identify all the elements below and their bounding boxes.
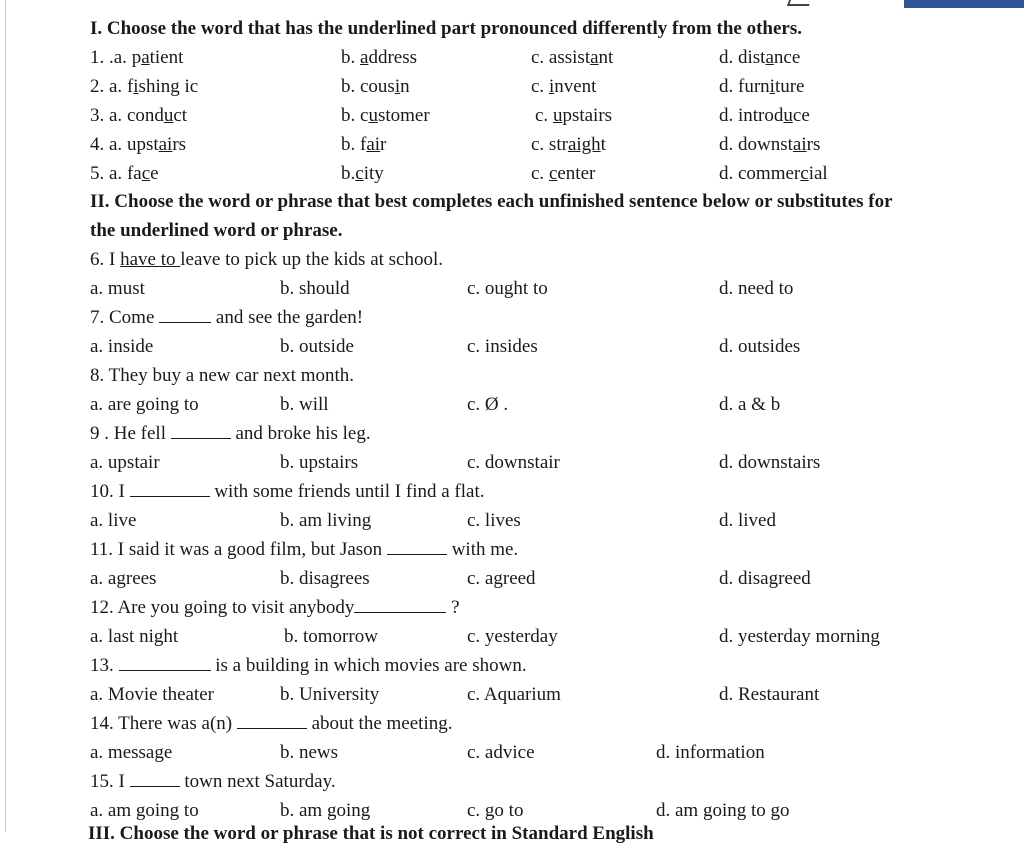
option-c: c. ought to (467, 278, 548, 299)
answer-blank (387, 538, 447, 555)
section-3-heading-cut (88, 822, 948, 844)
section-2-heading-line1: II. Choose the word or phrase that best completes each unfinished sentence below or substitutes for (90, 191, 893, 212)
option-a: a. must (90, 278, 145, 299)
option-c: c. Aquarium (467, 684, 561, 705)
option-d: d. disagreed (719, 568, 811, 589)
option-b: b. am going (280, 800, 371, 821)
answer-blank (171, 422, 231, 439)
option-b: b. cousin (341, 76, 410, 97)
option-b: b. University (280, 684, 380, 705)
option-a: 1. .a. patient (90, 47, 184, 68)
option-d: d. lived (719, 510, 776, 531)
answer-blank (159, 306, 211, 323)
option-d: d. need to (719, 278, 794, 299)
option-b: b. upstairs (280, 452, 359, 473)
option-c: c. Ø . (467, 394, 509, 415)
option-b: b. tomorrow (284, 626, 378, 647)
question-stem: 7. Come and see the garden! (90, 307, 364, 328)
option-a: 2. a. fishing ic (90, 76, 199, 97)
question-stem: 9 . He fell and broke his leg. (90, 423, 371, 444)
option-a: a. message (90, 742, 173, 763)
section-1-heading: I. Choose the word that has the underlined part pronounced differently from the others. (90, 18, 802, 39)
option-b: b. fair (341, 134, 387, 155)
option-d: d. Restaurant (719, 684, 820, 705)
option-c: c. advice (467, 742, 535, 763)
option-a: a. live (90, 510, 137, 531)
answer-blank (237, 712, 307, 729)
option-c: c. insides (467, 336, 538, 357)
option-b: b. am living (280, 510, 372, 531)
answer-blank (130, 480, 210, 497)
answer-blank (130, 770, 180, 787)
option-d: d. downstairs (719, 134, 821, 155)
option-a: a. am going to (90, 800, 199, 821)
option-c: c. yesterday (467, 626, 558, 647)
question-stem: 11. I said it was a good film, but Jason with me. (90, 539, 519, 560)
option-b: b. customer (341, 105, 430, 126)
option-c: c. assistant (531, 47, 614, 68)
option-a: 5. a. face (90, 163, 159, 184)
option-d: d. information (656, 742, 765, 763)
option-a: a. agrees (90, 568, 157, 589)
option-d: d. a & b (719, 394, 781, 415)
option-d: d. distance (719, 47, 801, 68)
option-b: b. disagrees (280, 568, 370, 589)
question-stem: 6. I have to leave to pick up the kids at school. (90, 249, 444, 270)
option-c: c. go to (467, 800, 524, 821)
section-2-heading-line2: the underlined word or phrase. (90, 220, 343, 241)
question-stem: 15. I town next Saturday. (90, 771, 336, 792)
option-d: d. am going to go (656, 800, 790, 821)
option-a: a. are going to (90, 394, 199, 415)
question-stem: 12. Are you going to visit anybody ? (90, 597, 460, 618)
option-b: b. should (280, 278, 350, 299)
question-stem: 13. is a building in which movies are shown. (90, 655, 527, 676)
option-d: d. commercial (719, 163, 828, 184)
option-a: a. upstair (90, 452, 160, 473)
option-d: d. yesterday morning (719, 626, 880, 647)
answer-blank (119, 654, 211, 671)
question-stem: 10. I with some friends until I find a flat. (90, 481, 485, 502)
option-c: c. agreed (467, 568, 536, 589)
option-d: d. downstairs (719, 452, 821, 473)
question-stem: 14. There was a(n) about the meeting. (90, 713, 453, 734)
option-b: b. outside (280, 336, 354, 357)
option-b: b. will (280, 394, 329, 415)
option-d: d. furniture (719, 76, 805, 97)
option-a: 4. a. upstairs (90, 134, 187, 155)
option-c: c. straight (531, 134, 606, 155)
option-a: a. last night (90, 626, 179, 647)
section-3-heading: III. Choose the word or phrase that is not correct in Standard English (88, 823, 654, 844)
option-c: c. upstairs (535, 105, 613, 126)
option-d: d. introduce (719, 105, 810, 126)
option-b: b. news (280, 742, 339, 763)
option-a: a. Movie theater (90, 684, 214, 705)
option-c: c. center (531, 163, 596, 184)
option-a: a. inside (90, 336, 154, 357)
option-c: c. lives (467, 510, 521, 531)
option-a: 3. a. conduct (90, 105, 188, 126)
option-d: d. outsides (719, 336, 801, 357)
option-b: b.city (341, 163, 384, 184)
question-stem: 8. They buy a new car next month. (90, 365, 354, 386)
option-c: c. downstair (467, 452, 560, 473)
option-c: c. invent (531, 76, 597, 97)
answer-blank (354, 596, 446, 613)
option-b: b. address (341, 47, 417, 68)
